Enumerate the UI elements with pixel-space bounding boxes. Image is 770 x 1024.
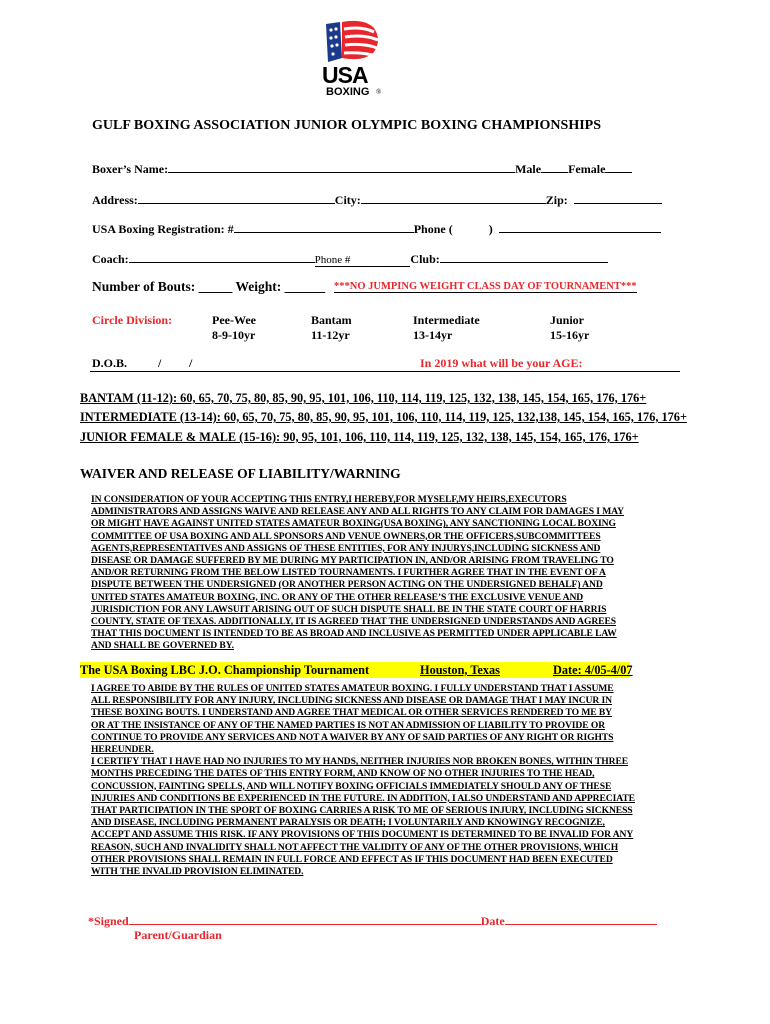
agreement-line: ALL RESPONSIBILITY FOR ANY INJURY, INCLUDING SICKNESS AND DISEASE OR DAMAGE THAT I MAY INCUR IN [91,695,612,707]
waiver-line: JURISDICTION FOR ANY LAWSUIT ARISING OUT OF SUCH DISPUTE SHALL BE IN THE STATE COURT OF HARRIS [91,603,607,615]
boxer-name-field[interactable] [168,161,515,173]
agreement-line: CONTINUE TO PROVIDE ANY SERVICES AND NOT A WAIVER BY ANY OF SAID PARTIES OF ANY RIGHT OR RIGHTS [91,731,614,743]
parent-guardian-label: Parent/Guardian [134,928,222,942]
agreement-line: MONTHS PRECEDING THE DATES OF THIS ENTRY FORM, AND KNOW OF NO OTHER INJURIES TO THE HEAD, [91,768,595,780]
division-bantam[interactable] [311,313,352,343]
female-field[interactable] [605,161,632,173]
waiver-line: AGENTS,REPRESENTATIVES AND ASSIGNS OF THESE ENTITIES, FOR ANY INJURYS,INCLUDING SICKNESS AND [91,542,601,554]
waiver-line: THAT THIS DOCUMENT IS INTENDED TO BE AS BROAD AND INCLUSIVE AS PERMITTED UNDER APPLICABLE LAW [91,628,617,640]
agreement-line: OR AT THE INSISTANCE OF ANY OF THE NAMED PARTIES IS NOT AN ADMISSION OF LIABILITY TO PROVIDE OR [91,719,606,731]
phone-label: Phone ( [413,222,453,236]
weights-bantam: BANTAM (11-12): 60, 65, 70, 75, 80, 85, 90, 95, 101, 106, 110, 114, 119, 125, 132, 138, 145, 154, 165, 176, 176+ [80,391,647,405]
page-title: GULF BOXING ASSOCIATION JUNIOR OLYMPIC BOXING CHAMPIONSHIPS [92,118,601,133]
club-label: Club: [410,252,440,266]
division-ages: 15-16yr [550,328,590,342]
division-name: Bantam [311,313,352,327]
circle-division-label: Circle Division: [92,313,173,327]
club-field[interactable] [440,251,608,263]
tournament-name: The USA Boxing LBC J.O. Championship Tournament [80,663,370,677]
zip-field[interactable] [574,192,662,204]
agreement-line: AND DISEASE, INCLUDING PERMANENT PARALYSIS OR DEATH; I VOLUNTARILY AND KNOWINGY RECOGNIZE, [91,817,605,829]
dob-slash-2: / [189,356,193,370]
agreement-line: WITH THE INVALID PROVISION ELIMINATED. [91,866,304,878]
weights-junior: JUNIOR FEMALE & MALE (15-16): 90, 95, 101, 106, 110, 114, 119, 125, 132, 138, 145, 154, 165, 176, 176+ [80,430,639,444]
coach-field[interactable] [129,251,315,263]
registration-label: USA Boxing Registration: # [92,222,234,236]
zip-label: Zip: [545,193,568,207]
logo-registered-mark: ® [376,88,382,96]
phone-close: ) [488,222,493,236]
male-field[interactable] [541,161,568,173]
division-peewee[interactable] [212,313,256,343]
coach-label: Coach: [92,252,129,266]
address-field[interactable] [138,192,335,204]
waiver-line: DISPUTE BETWEEN THE UNDERSIGNED (OR ANOTHER PERSON ACTING ON THE UNDERSIGNED BEHALF) AND [91,579,603,591]
age-question: In 2019 what will be your AGE: [420,356,583,370]
waiver-line: UNITED STATES AMATEUR BOXING, INC. OR ANY OF THE OTHER RELEASE’S THE EXCLUSIVE VENUE AND [91,591,584,603]
signed-label: *Signed [88,914,129,928]
agreement-line: HEREUNDER. [91,744,154,756]
division-ages: 8-9-10yr [212,328,256,342]
dob-line [90,371,680,372]
agreement-line: CONCUSSION, FAINTING SPELLS, AND WILL NOTIFY BOXING OFFICIALS IMMEDIATELY SHOULD ANY OF THESE [91,780,612,792]
agreement-line: OTHER PROVISIONS SHALL REMAIN IN FULL FORCE AND EFFECT AS IF THIS DOCUMENT HAD BEEN EXECUTED [91,853,613,865]
agreement-line: THAT PARTICIPATION IN THE SPORT OF BOXING CARRIES A RISK TO ME OF SERIOUS INJURY, INCLUDING SICKNESS [91,805,633,817]
waiver-line: COMMITTEE OF USA BOXING AND ALL SPONSORS AND VENUE OWNERS,OR THE OFFICERS,SUBCOMMITTEES [91,530,601,542]
agreement-line: REASON, SUCH AND INVALIDITY SHALL NOT AFFECT THE VALIDITY OF ANY OF THE OTHER PROVISIONS, WHICH [91,841,619,853]
coach-row [92,251,608,267]
boxer-name-label: Boxer’s Name: [92,162,169,176]
waiver-line: COUNTY, STATE OF TEXAS. ADDITIONALLY, IT IS AGREED THAT THE UNDERSIGNED UNDERSTANDS AND AGREES [91,616,616,628]
city-label: City: [334,193,361,207]
waiver-line: ADMINISTRATORS AND ASSIGNS WAIVE AND RELEASE ANY AND ALL RIGHTS TO ANY CLAIM FOR DAMAGES I MAY [91,506,624,518]
waiver-text [91,494,624,653]
division-ages: 11-12yr [311,328,350,342]
logo-boxing: BOXING [326,86,370,98]
signature-field[interactable] [129,913,481,925]
agreement-line: ACCEPT AND ASSUME THIS RISK. IF ANY PROVISIONS OF THIS DOCUMENT IS DETERMINED TO BE INVALID FOR ANY [91,829,634,841]
division-name: Intermediate [413,313,480,327]
phone-hash-label: Phone # [314,254,351,266]
waiver-line: OR MIGHT HAVE AGAINST UNITED STATES AMATEUR BOXING(USA BOXING), ANY SANCTIONING LOCAL BOXING [91,518,616,530]
male-label: Male [515,162,542,176]
waiver-line: DISEASE OR DAMAGE SUFFERED BY ME DURING MY PARTICIPATION IN, AND/OR ARISING FROM TRAVELING TO [91,555,614,567]
tournament-bar [80,662,633,678]
coach-phone-field[interactable] [315,254,411,267]
registration-field[interactable] [234,221,414,233]
date-label: Date [480,914,505,928]
usa-boxing-logo [318,18,386,102]
address-label: Address: [92,193,138,207]
dob-label: D.O.B. [92,356,128,370]
address-row [92,192,662,208]
division-name: Junior [550,313,585,327]
weights-intermediate: INTERMEDIATE (13-14): 60, 65, 70, 75, 80, 85, 90, 95, 101, 106, 110, 114, 119, 125, 132,138, 145, 154, 165, 176, 176+ [80,410,687,424]
boxer-name-row [92,161,632,177]
waiver-heading: WAIVER AND RELEASE OF LIABILITY/WARNING [80,466,401,481]
phone-field[interactable] [499,221,661,233]
female-label: Female [568,162,606,176]
waiver-line: AND SHALL BE GOVERNED BY. [91,640,234,652]
signature-row [88,913,657,929]
agreement-line: INJURIES AND CONDITIONS BE EXPERIENCED IN THE FUTURE. IN ADDITION, I ALSO UNDERSTAND AND APPRECIATE [91,792,635,804]
tournament-location: Houston, Texas [420,663,500,677]
agreement-line: THESE BOXING BOUTS. I UNDERSTAND AND AGREE THAT MEDICAL OR OTHER SERVICES RENDERED TO ME BY [91,707,612,719]
date-field[interactable] [505,913,657,925]
division-junior[interactable] [550,313,589,343]
jumping-warning: ***NO JUMPING WEIGHT CLASS DAY OF TOURNAMENT*** [334,281,637,292]
agreement-line: I CERTIFY THAT I HAVE HAD NO INJURIES TO MY HANDS, NEITHER INJURIES NOR BROKEN BONES, WITHIN THREE [91,756,629,768]
dob-slash-1: / [158,356,162,370]
waiver-line: IN CONSIDERATION OF YOUR ACCEPTING THIS ENTRY,I HEREBY,FOR MYSELF,MY HEIRS,EXECUTORS [91,494,567,505]
agreement-line: I AGREE TO ABIDE BY THE RULES OF UNITED STATES AMATEUR BOXING. I FULLY UNDERSTAND THAT I ASSUME [91,683,614,694]
division-name: Pee-Wee [212,313,256,327]
registration-row [92,221,661,237]
division-intermediate[interactable] [413,313,480,343]
city-field[interactable] [361,192,546,204]
logo-usa: USA [322,62,368,88]
division-ages: 13-14yr [413,328,453,342]
tournament-date: Date: 4/05-4/07 [553,663,633,677]
waiver-line: AND/OR RETURNING FROM THE BELOW LISTED TOURNAMENTS. I FURTHER AGREE THAT IN THE EVENT OF A [91,567,606,579]
agreement-text [91,683,635,878]
bouts-weight-label: Number of Bouts: _____ Weight: ______ [92,279,326,294]
